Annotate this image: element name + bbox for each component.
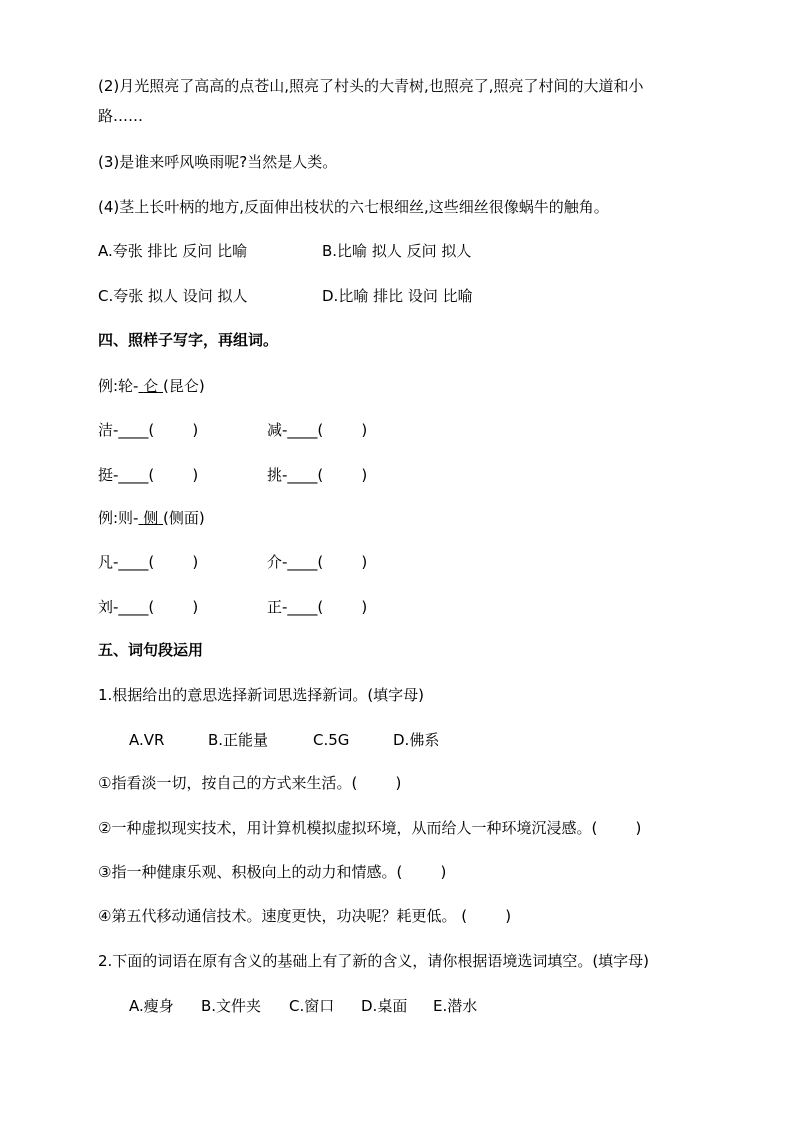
q2-option-a: A.瘦身 bbox=[129, 997, 174, 1015]
blank-row3-right[interactable]: 介-____( ) bbox=[267, 553, 368, 571]
option-d: D.比喻 排比 设问 比喻 bbox=[322, 287, 473, 305]
blank-row4-right[interactable]: 正-____( ) bbox=[267, 598, 368, 616]
q1-option-c: C.5G bbox=[313, 731, 350, 749]
example1-word: (昆仑) bbox=[163, 377, 205, 395]
example2-answer: 侧 bbox=[143, 509, 159, 527]
example2 bbox=[98, 507, 205, 529]
question-item-2-line2: 路…… bbox=[98, 107, 144, 125]
option-b: B.比喻 拟人 反问 拟人 bbox=[322, 242, 472, 260]
q1-option-d: D.佛系 bbox=[393, 731, 440, 749]
section4-heading: 四、照样子写字，再组词。 bbox=[98, 331, 279, 349]
blank-row2-left[interactable]: 挺-____( ) bbox=[98, 466, 199, 484]
q2-option-d: D.桌面 bbox=[361, 997, 408, 1015]
question-item-3: (3)是谁来呼风唤雨呢?当然是人类。 bbox=[98, 153, 338, 171]
question1-text: 1.根据给出的意思选择新词思选择新词。(填字母) bbox=[98, 686, 425, 704]
question-item-4: (4)茎上长叶柄的地方,反面伸出枝状的六七根细丝,这些细丝很像蜗牛的触角。 bbox=[98, 198, 609, 216]
q2-option-e: E.潜水 bbox=[433, 997, 478, 1015]
example1-prefix: 例:轮- bbox=[98, 377, 139, 395]
question2-text: 2.下面的词语在原有含义的基础上有了新的含义，请你根据语境选词填空。(填字母) bbox=[98, 952, 650, 970]
blank-row1-right[interactable]: 减-____( ) bbox=[267, 421, 368, 439]
option-c: C.夸张 拟人 设问 拟人 bbox=[98, 287, 248, 305]
option-a: A.夸张 排比 反问 比喻 bbox=[98, 242, 248, 260]
q1-item-2[interactable]: ②一种虚拟现实技术，用计算机模拟虚拟环境，从而给人一种环境沉浸感。( ) bbox=[98, 819, 642, 837]
example2-word: (侧面) bbox=[163, 509, 205, 527]
q2-option-b: B.文件夹 bbox=[201, 997, 262, 1015]
q1-item-3[interactable]: ③指一种健康乐观、积极向上的动力和情感。( ) bbox=[98, 863, 447, 881]
section5-heading: 五、词句段运用 bbox=[98, 641, 204, 659]
example1-answer: 仑 bbox=[143, 377, 159, 395]
blank-row2-right[interactable]: 挑-____( ) bbox=[267, 466, 368, 484]
q1-option-a: A.VR bbox=[129, 731, 165, 749]
q1-option-b: B.正能量 bbox=[208, 731, 269, 749]
example1 bbox=[98, 375, 205, 397]
q1-item-4[interactable]: ④第五代移动通信技术。速度更快，功决呢？耗更低。 ( ) bbox=[98, 907, 512, 925]
blank-row3-left[interactable]: 凡-____( ) bbox=[98, 553, 199, 571]
q1-item-1[interactable]: ①指看淡一切，按自己的方式来生活。( ) bbox=[98, 774, 402, 792]
question-item-2-line1: (2)月光照亮了高高的点苍山,照亮了村头的大青树,也照亮了,照亮了村间的大道和小 bbox=[98, 77, 644, 95]
example2-prefix: 例:则- bbox=[98, 509, 139, 527]
q2-option-c: C.窗口 bbox=[289, 997, 335, 1015]
blank-row4-left[interactable]: 刘-____( ) bbox=[98, 598, 199, 616]
blank-row1-left[interactable]: 洁-____( ) bbox=[98, 421, 199, 439]
